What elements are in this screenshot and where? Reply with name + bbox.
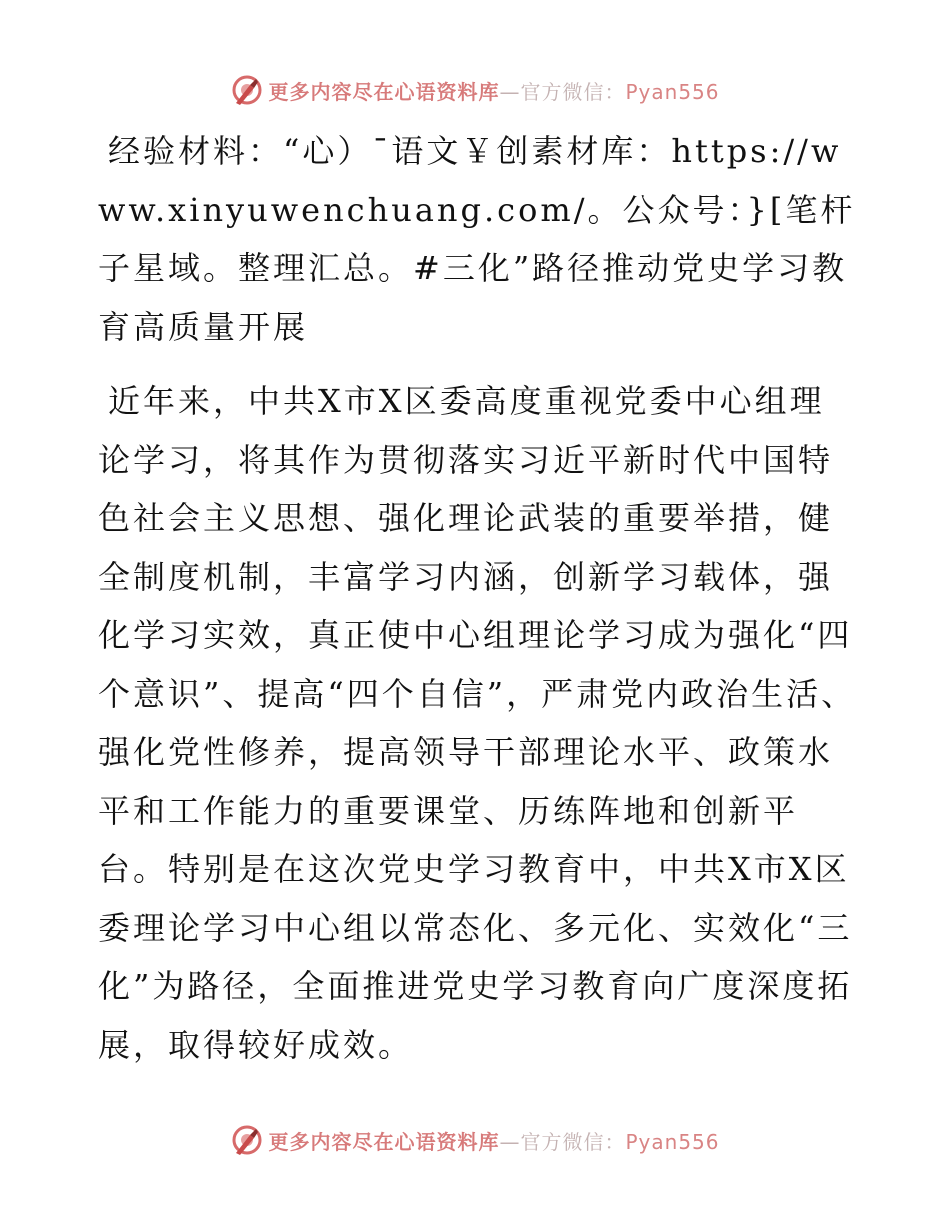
pen-logo-icon (230, 1123, 264, 1157)
watermark-handle: Pyan556 (625, 79, 720, 104)
watermark-dash: — (499, 1129, 521, 1154)
title-paragraph: 经验材料：“心）¯语文￥创素材库：https://www.xinyuwenchuang.com/。公众号：}[笔杆子星域。整理汇总。#三化”路径推动党史学习教育高质量开展 (98, 132, 856, 346)
header-watermark-banner (0, 70, 950, 110)
watermark-handle: Pyan556 (625, 1129, 720, 1154)
footer-watermark-banner (0, 1120, 950, 1160)
watermark-lead: 更多内容尽在心语资料库 (268, 1129, 500, 1154)
watermark-official-label: 官方微信： (520, 79, 626, 104)
watermark-text (268, 1126, 719, 1155)
watermark-lead: 更多内容尽在心语资料库 (268, 79, 500, 104)
watermark-text (268, 76, 719, 105)
body-paragraph: 近年来，中共X市X区委高度重视党委中心组理论学习，将其作为贯彻落实习近平新时代中国特色社会主义思想、强化理论武装的重要举措，健全制度机制，丰富学习内涵，创新学习载体，强化学习实效，真正使中心组理论学习成为强化“四个意识”、提高“四个自信”，严肃党内政治生活、强化党性修养，提高领导干部理论水平、政策水平和工作能力的重要课堂、历练阵地和创新平台。特别是在这次党史学习教育中，中共X市X区委理论学习中心组以常态化、多元化、实效化“三化”为路径，全面推进党史学习教育向广度深度拓展，取得较好成效。 (98, 382, 857, 1064)
pen-logo-icon (230, 73, 264, 107)
watermark-official-label: 官方微信： (520, 1129, 626, 1154)
watermark-dash: — (499, 79, 521, 104)
document-body (98, 122, 858, 1074)
